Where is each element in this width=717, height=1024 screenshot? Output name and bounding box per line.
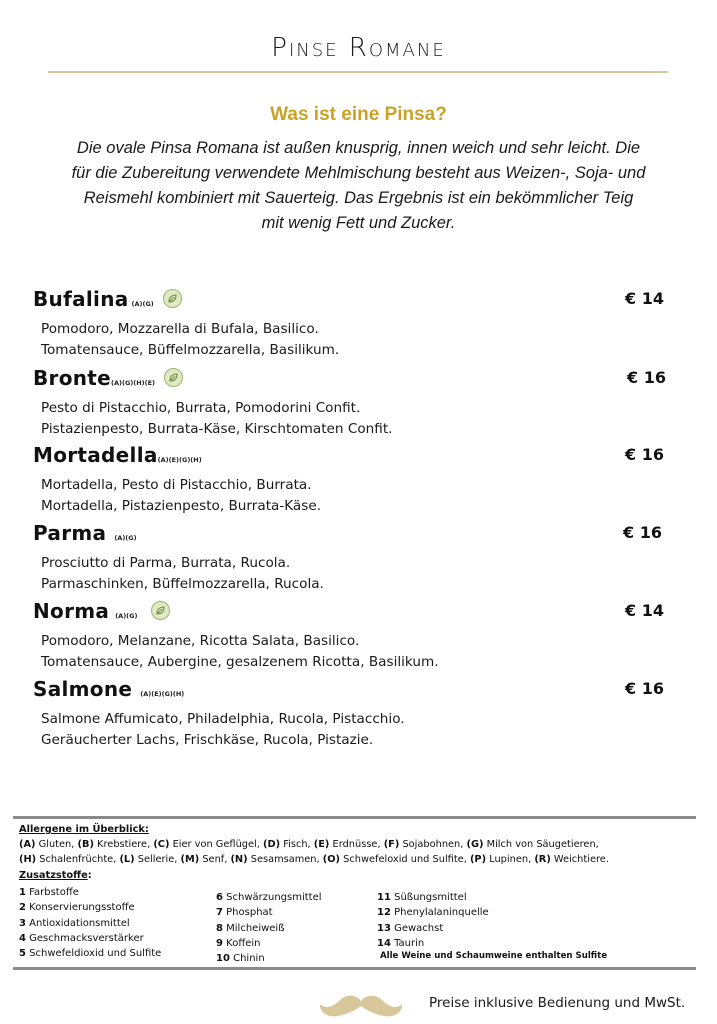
item-allergens: (A)(E)(G)(H) (157, 456, 202, 464)
leaf-icon (164, 368, 183, 387)
additive-item: 7 Phosphat (216, 907, 273, 919)
legend-bottom-rule (13, 967, 696, 970)
menu-item-mortadella (33, 443, 673, 517)
item-name: Bufalina (33, 287, 129, 311)
additive-item: 12 Phenylalaninquelle (377, 907, 489, 919)
desc-german: Pistazienpesto, Burrata-Käse, Kirschtomaten Confit. (41, 421, 393, 437)
item-name: Norma (33, 599, 110, 623)
leaf-icon (163, 289, 182, 308)
item-price: € 16 (627, 368, 666, 387)
menu-item-bronte (33, 366, 673, 440)
item-description (41, 398, 673, 440)
item-allergens: (A)(G) (131, 300, 154, 308)
additive-item: 4 Geschmacksverstärker (19, 932, 144, 944)
additive-item: 9 Koffein (216, 937, 261, 949)
menu-item-norma (33, 599, 673, 673)
desc-italian: Salmone Affumicato, Philadelphia, Rucola, Pistacchio. (41, 711, 405, 727)
item-name: Parma (33, 521, 107, 545)
additive-item: 8 Milcheiweiß (216, 922, 285, 934)
item-price: € 16 (623, 523, 662, 542)
section-subtitle: Was ist eine Pinsa? (270, 104, 447, 125)
title-divider (48, 71, 668, 73)
item-description (41, 709, 673, 751)
desc-italian: Pomodoro, Melanzane, Ricotta Salata, Basilico. (41, 633, 360, 649)
sulfite-note: Alle Weine und Schaumweine enthalten Sulfite (380, 951, 608, 961)
item-allergens: (A)(G) (114, 534, 137, 542)
desc-italian: Pomodoro, Mozzarella di Bufala, Basilico. (41, 321, 319, 337)
desc-german: Tomatensauce, Aubergine, gesalzenem Ricotta, Basilikum. (41, 654, 439, 670)
menu-item-salmone (33, 677, 673, 751)
item-description (41, 475, 673, 517)
mustache-icon (318, 992, 404, 1020)
intro-line: Reismehl kombiniert mit Sauerteig. Das Ergebnis ist ein bekömmlicher Teig (83, 189, 634, 207)
item-name: Bronte (33, 366, 112, 390)
additive-item: 13 Gewachst (377, 922, 444, 934)
item-price: € 16 (625, 445, 664, 464)
allergens-title: Allergene im Überblick: (19, 824, 149, 835)
additive-item: 1 Farbstoffe (19, 887, 79, 898)
intro-paragraph (45, 136, 672, 236)
additives-column-1 (19, 885, 161, 961)
leaf-icon (151, 601, 170, 620)
additives-column-3 (377, 890, 489, 951)
additive-item: 2 Konservierungsstoffe (19, 902, 135, 914)
menu-item-bufalina (33, 287, 673, 361)
intro-line: mit wenig Fett und Zucker. (261, 214, 456, 232)
item-description (41, 631, 673, 673)
allergens-line-1: (A) Gluten, (B) Krebstiere, (C) Eier von Geflügel, (D) Fisch, (E) Erdnüsse, (F) Sojabohnen, (G) Milch von Säugetieren, (19, 839, 599, 850)
item-price: € 14 (625, 289, 664, 308)
page-title: Pinse Romane (271, 33, 446, 63)
intro-line: Die ovale Pinsa Romana ist außen knusprig, innen weich und sehr leicht. Die (76, 139, 641, 157)
desc-german: Mortadella, Pistazienpesto, Burrata-Käse. (41, 498, 322, 514)
item-allergens: (A)(G) (115, 612, 138, 620)
item-description (41, 553, 673, 595)
item-price: € 16 (625, 679, 664, 698)
additive-item: 6 Schwärzungsmittel (216, 892, 322, 903)
footer-note: Preise inklusive Bedienung und MwSt. (429, 995, 686, 1011)
allergens-line-2: (H) Schalenfrüchte, (L) Sellerie, (M) Senf, (N) Sesamsamen, (O) Schwefeloxid und Sulfite, (P) Lupinen, (R) Weichtiere. (19, 854, 609, 865)
item-price: € 14 (625, 601, 664, 620)
legend-top-rule (13, 816, 696, 819)
desc-german: Geräucherter Lachs, Frischkäse, Rucola, Pistazie. (41, 732, 374, 748)
desc-italian: Pesto di Pistacchio, Burrata, Pomodorini Confit. (41, 400, 361, 416)
additives-column-2 (216, 890, 322, 966)
additive-item: 14 Taurin (377, 937, 425, 949)
menu-item-parma (33, 521, 673, 595)
desc-german: Parmaschinken, Büffelmozzarella, Rucola. (41, 576, 324, 592)
item-name: Mortadella (33, 443, 158, 467)
additive-item: 5 Schwefeldioxid und Sulfite (19, 948, 162, 960)
item-name: Salmone (33, 677, 133, 701)
desc-italian: Prosciutto di Parma, Burrata, Rucola. (41, 555, 291, 571)
desc-german: Tomatensauce, Büffelmozzarella, Basilikum. (41, 342, 340, 358)
item-allergens: (A)(E)(G)(H) (140, 690, 185, 698)
item-description (41, 319, 673, 361)
additive-item: 10 Chinin (216, 953, 265, 965)
item-allergens: (A)(G)(H)(E) (111, 379, 156, 387)
desc-italian: Mortadella, Pesto di Pistacchio, Burrata. (41, 477, 312, 493)
intro-line: für die Zubereitung verwendete Mehlmischung besteht aus Weizen-, Soja- und (71, 164, 646, 182)
additive-item: 3 Antioxidationsmittel (19, 917, 130, 929)
additives-title: Zusatzstoffe: (19, 870, 92, 881)
additive-item: 11 Süßungsmittel (377, 892, 467, 903)
